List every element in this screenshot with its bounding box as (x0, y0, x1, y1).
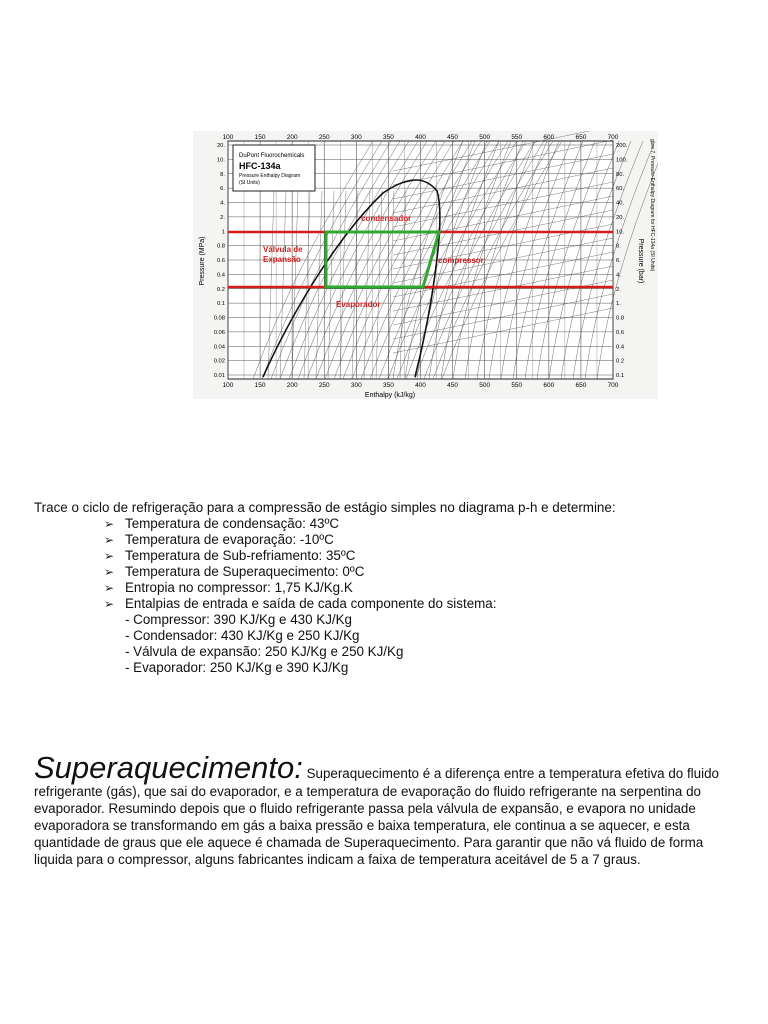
ph-diagram (193, 131, 658, 399)
arrow-bullet-icon: ➢ (104, 533, 115, 547)
pressure-tick-label: 6. (616, 258, 621, 264)
enthalpy-tick-label: 550 (511, 134, 523, 141)
legend-sub1: Pressure Enthalpy Diagram (239, 173, 301, 179)
pressure-tick-label: 10. (216, 157, 225, 164)
pressure-tick-label: 0.2 (616, 358, 625, 365)
enthalpy-tick-label: 550 (511, 382, 523, 389)
arrow-bullet-icon: ➢ (104, 597, 115, 611)
pressure-tick-label: 0.8 (216, 243, 225, 250)
list-item: ➢ Temperatura de Superaquecimento: 0ºC (104, 564, 365, 579)
enthalpy-tick-label: 600 (543, 382, 555, 389)
enthalpy-tick-label: 500 (479, 382, 491, 389)
superheat-paragraph (34, 752, 734, 868)
enthalpy-tick-label: 150 (254, 382, 266, 389)
legend-brand: DuPont Fluorochemicals (239, 153, 305, 159)
pressure-tick-label: 0.06 (213, 329, 225, 336)
label-evaporador: Evaporador (336, 300, 381, 309)
enthalpy-tick-label: 600 (543, 134, 555, 141)
right-side-caption: gure 7. Pressure-Enthalpy Diagram for HFC-134a (SI Units) (649, 139, 655, 272)
enthalpy-tick-label: 350 (382, 382, 394, 389)
superheat-body: Superaquecimento é a diferença entre a temperatura efetiva do fluido refrigerante (gás), que sai do evaporador, e a temperatura de evaporação do fluido refrigerante na serpentina do evaporador. Resumindo depois que o fluido refrigerante passa pela válvula de expansão, e evapora no unidade evaporadora se transformando em gás a baixa pressão e baixa temperatura, ele continua a se aquecer, e esta quantidade de graus que ele aquece é chamada de Superaquecimento. Para garantir que não vá fluido de forma liquida para o compressor, alguns fabricantes indicam a faixa de temperatura aceitável de 5 a 7 graus. (34, 766, 719, 867)
pressure-tick-label: 80. (616, 171, 625, 178)
enthalpy-tick-label: 700 (607, 134, 619, 141)
sublist-item: - Evaporador: 250 KJ/Kg e 390 KJ/Kg (125, 660, 349, 675)
pressure-tick-label: 60. (616, 186, 625, 193)
enthalpy-tick-label: 100 (222, 382, 234, 389)
pressure-tick-label: 0.2 (216, 286, 225, 293)
sublist-item: - Válvula de expansão: 250 KJ/Kg e 250 KJ/Kg (125, 644, 404, 659)
list-item: ➢ Temperatura de evaporação: -10ºC (104, 532, 334, 547)
enthalpy-tick-label: 200 (286, 134, 298, 141)
list-item: ➢ Temperatura de condensação: 43ºC (104, 516, 340, 531)
pressure-tick-label: 0.6 (216, 258, 225, 264)
enthalpy-tick-label: 400 (415, 134, 426, 141)
enthalpy-tick-label: 200 (286, 382, 298, 389)
pressure-tick-label: 10. (616, 229, 625, 236)
label-valvula-2: Expansão (263, 255, 301, 264)
diagram-legend (233, 145, 315, 191)
enthalpy-tick-label: 650 (575, 382, 587, 389)
pressure-tick-label: 100. (616, 157, 628, 164)
list-item: ➢ Entropia no compressor: 1,75 KJ/Kg.K (104, 580, 353, 595)
pressure-tick-label: 4. (220, 200, 225, 207)
enthalpy-tick-label: 300 (350, 134, 362, 141)
pressure-tick-label: 0.02 (213, 358, 225, 365)
enthalpy-tick-label: 650 (575, 134, 587, 141)
enthalpy-tick-label: 500 (479, 134, 491, 141)
arrow-bullet-icon: ➢ (104, 581, 115, 595)
pressure-tick-label: 0.08 (213, 315, 225, 322)
pressure-tick-label: 2. (616, 286, 621, 293)
pressure-tick-label: 0.04 (213, 344, 225, 351)
enthalpy-tick-label: 450 (447, 382, 459, 389)
pressure-tick-label: 1. (616, 301, 621, 308)
pressure-tick-label: 40. (616, 200, 625, 207)
pressure-tick-label: 0.4 (216, 272, 225, 279)
pressure-tick-label: 8. (616, 243, 621, 250)
enthalpy-tick-label: 300 (350, 382, 362, 389)
y-axis-label-left: Pressure (MPa) (199, 236, 206, 286)
arrow-bullet-icon: ➢ (104, 565, 115, 579)
arrow-bullet-icon: ➢ (104, 549, 115, 563)
pressure-tick-label: 0.8 (616, 315, 625, 322)
enthalpy-tick-label: 100 (222, 134, 234, 141)
enthalpy-tick-label: 700 (607, 382, 619, 389)
pressure-tick-label: 200. (616, 143, 628, 149)
pressure-tick-label: 0.6 (616, 329, 625, 336)
enthalpy-tick-label: 150 (254, 134, 266, 141)
legend-title: HFC-134a (239, 161, 281, 171)
pressure-tick-label: 0.1 (216, 301, 225, 308)
list-item: ➢ Entalpias de entrada e saída de cada componente do sistema: - Compressor: 390 KJ/Kg e 430 KJ/Kg - Condensador: 430 KJ/Kg e 250 KJ/Kg - Válvula de expansão: 250 KJ/Kg e 250 KJ/Kg - Evaporador: 250 KJ/Kg e 390 KJ/Kg (104, 596, 497, 675)
answer-list (104, 516, 496, 676)
superheat-heading: Superaquecimento: (34, 750, 303, 785)
pressure-tick-label: 1 (221, 229, 225, 236)
exercise-intro: Trace o ciclo de refrigeração para a compressão de estágio simples no diagrama p-h e determine: (34, 500, 616, 515)
sublist-item: - Condensador: 430 KJ/Kg e 250 KJ/Kg (125, 628, 360, 643)
pressure-tick-label: 4. (616, 272, 621, 279)
pressure-tick-label: 20. (616, 214, 625, 221)
x-axis-label: Enthalpy (kJ/kg) (364, 392, 416, 399)
y-axis-label-right: Pressure (bar) (637, 238, 644, 284)
enthalpy-tick-label: 450 (447, 134, 459, 141)
pressure-tick-label: 2. (220, 214, 225, 221)
enthalpy-tick-label: 250 (318, 134, 330, 141)
pressure-tick-label: 6. (220, 186, 225, 193)
pressure-tick-label: 0.1 (616, 373, 625, 379)
enthalpy-sublist (125, 612, 496, 676)
sublist-item: - Compressor: 390 KJ/Kg e 430 KJ/Kg (125, 612, 353, 627)
label-valvula-1: Válvula de (263, 245, 303, 254)
legend-sub2: (SI Units) (239, 180, 260, 186)
enthalpy-tick-label: 250 (318, 382, 330, 389)
pressure-tick-label: 8. (220, 171, 225, 178)
pressure-tick-label: 20. (216, 143, 225, 149)
list-item: ➢ Temperatura de Sub-refriamento: 35ºC (104, 548, 356, 563)
pressure-tick-label: 0.01 (213, 373, 225, 379)
arrow-bullet-icon: ➢ (104, 517, 115, 531)
label-condensador: condensador (361, 214, 412, 223)
label-compressor: compressor (438, 256, 484, 265)
enthalpy-tick-label: 350 (382, 134, 394, 141)
pressure-tick-label: 0.4 (616, 344, 625, 351)
enthalpy-tick-label: 400 (415, 382, 426, 389)
